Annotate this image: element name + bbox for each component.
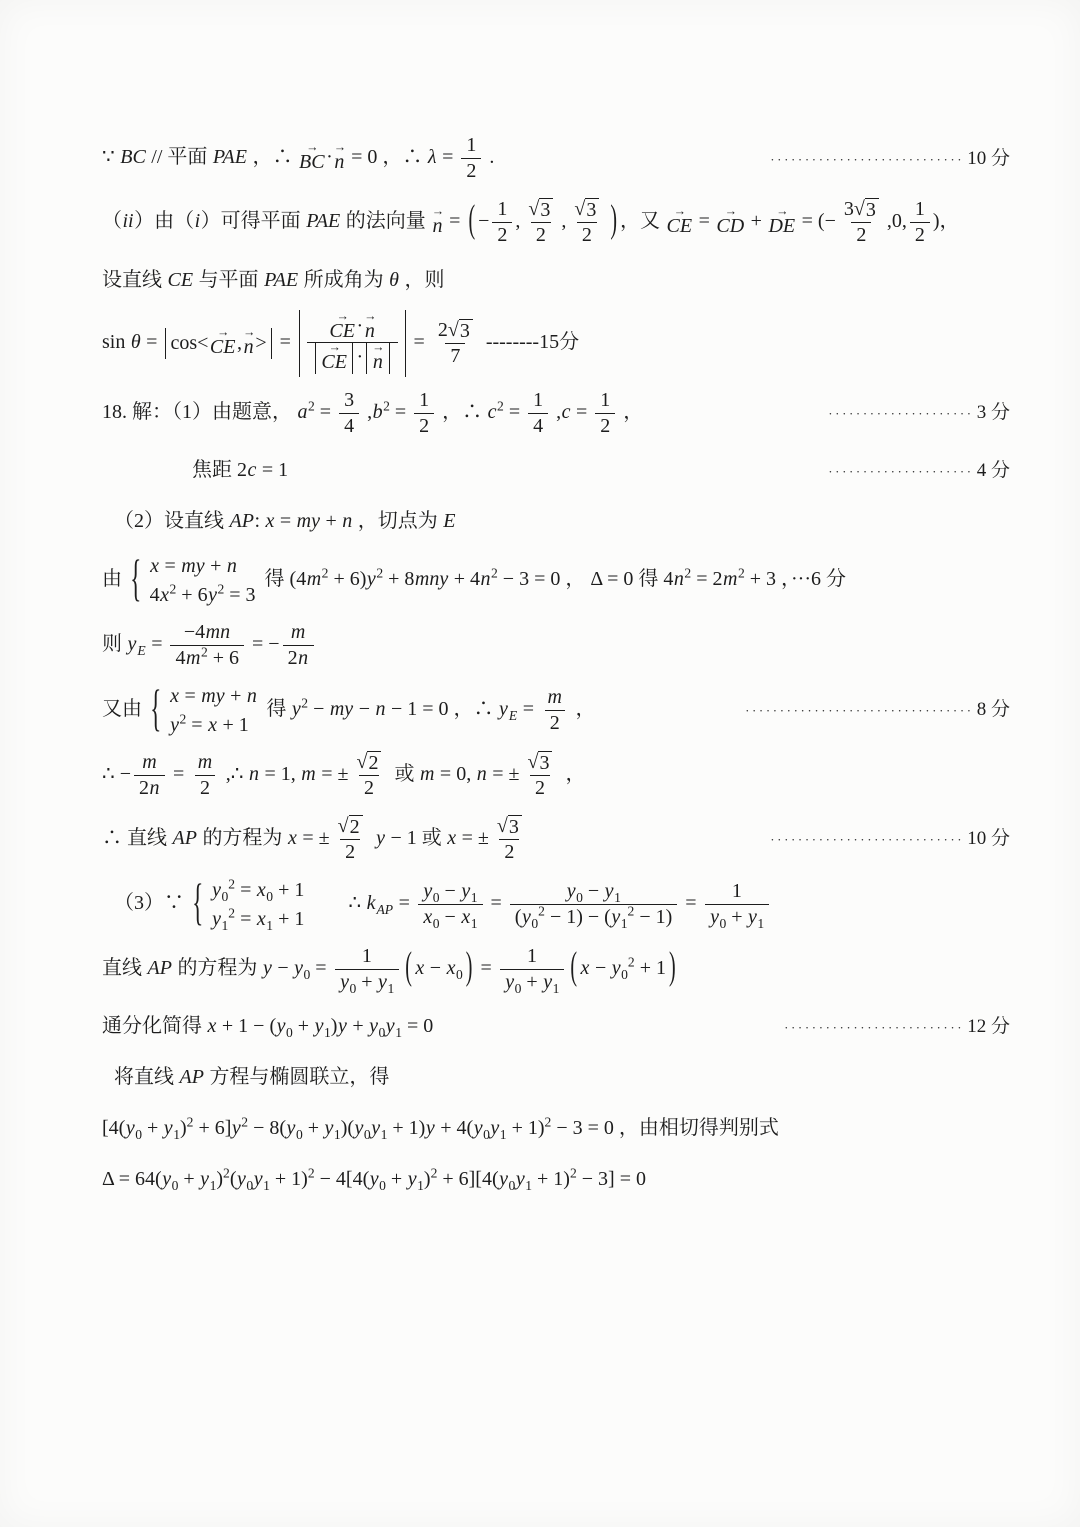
solution-line-4 <box>102 310 1010 377</box>
solution-line-8 <box>102 552 1010 609</box>
formula: （2）设直线 AP: x = my + n ，切点为 E <box>114 510 456 533</box>
formula: 直线 AP 的方程为 $y - y_0$ = $\frac{1}{y_0 + y_1}$ ( $x - x_0$ ) = $\frac{1}{y_0 + y_1}$ ( $x - y_0^2 + 1$ ) <box>102 944 676 996</box>
score-label: 12 分 <box>967 1015 1010 1037</box>
dotted-leader: ····················· <box>828 406 974 422</box>
score-leader <box>756 146 1010 172</box>
solution-line-7 <box>102 501 1010 543</box>
formula: 将直线 AP 方程与椭圆联立，得 <box>114 1066 390 1089</box>
score-leader <box>770 1014 1010 1040</box>
formula: 又由 { x = my + n $y^2 = x + 1$ 得 $y^2$ − my − n − 1 = 0 ，∴ $y_E$ = $\frac{m}{2}$ ， <box>102 680 596 737</box>
solution-line-13 <box>102 876 1010 933</box>
score-leader <box>814 400 1010 426</box>
formula: sin θ = cos< → CE , → n > = → CE · → n → CE · → n = 2 √ 3 7 --------15分 <box>102 310 579 377</box>
solution-line-15 <box>102 1006 1010 1048</box>
solution-line-18 <box>102 1159 1010 1201</box>
formula: ∵ BC // 平面 PAE ，∴ → BC · → n = 0 ，∴ λ = $\frac{1}{2}$ . <box>102 134 495 182</box>
solution-line-3 <box>102 259 1010 301</box>
formula: 18. 解：（1）由题意， $a^2$ = $\frac{3}{4}$ $,b^2$ = $\frac{1}{2}$ ，∴ $c^2$ = $\frac{1}{4}$ ,c = $\frac{1}{2}$ ， <box>102 388 644 437</box>
solution-line-5 <box>102 386 1010 441</box>
formula: $\Delta = 64(y_0 + y_1)^2(y_0y_1 + 1)^2 - 4[4(y_0 + y_1)^2 + 6][4(y_0y_1 + 1)^2 - 3] = 0$ <box>102 1165 646 1194</box>
formula: $[4(y_0 + y_1)^2 + 6]y^2 - 8(y_0 + y_1)(y_0y_1 + 1)y + 4(y_0y_1 + 1)^2 - 3 = 0$ ，由相切得判别式 <box>102 1114 779 1143</box>
score-leader <box>814 458 1010 484</box>
dotted-leader: ···························· <box>770 832 965 848</box>
solution-line-2 <box>102 195 1010 250</box>
solution-line-16 <box>102 1057 1010 1099</box>
score-label: 3 分 <box>976 402 1010 424</box>
dotted-leader: ································· <box>745 703 974 719</box>
formula: 通分化简得 $x + 1 - (y_0 + y_1)y + y_0y_1 = 0$ <box>102 1015 434 1041</box>
solution-line-9 <box>102 618 1010 673</box>
solution-line-10 <box>102 682 1010 739</box>
score-leader <box>731 697 1010 723</box>
solution-line-11 <box>102 748 1010 803</box>
solution-line-14 <box>102 942 1010 997</box>
solution-line-1 <box>102 131 1010 186</box>
score-label: 4 分 <box>976 459 1010 481</box>
solution-line-17 <box>102 1108 1010 1150</box>
formula: 设直线 CE 与平面 PAE 所成角为 θ ，则 <box>102 268 445 291</box>
solution-line-6 <box>102 450 1010 492</box>
score-leader <box>756 826 1010 852</box>
dotted-leader: ····················· <box>828 463 974 479</box>
dotted-leader: ···························· <box>770 151 965 167</box>
score-label: 8 分 <box>976 699 1010 721</box>
formula: 则 $y_E$ = $\frac{-4mn}{4m^2 + 6}$ = − $\frac{m}{2n}$ <box>102 618 317 673</box>
formula: 焦距 2c = 1 <box>192 459 289 482</box>
solution-line-12 <box>102 812 1010 867</box>
formula: ∴ − $\frac{m}{2n}$ = $\frac{m}{2}$ ,∴ n = 1, m = ± √ 2 2 或 m = 0, n = ± √ 3 2 ， <box>102 750 586 799</box>
formula: 由 { x = my + n $4x^2 + 6y^2 = 3$ 得 $(4m^2 + 6)y^2 + 8mny + 4n^2 - 3 = 0$ ， Δ = 0 得 $4n^2 = 2m^2 + 3$ ，···6 分 <box>102 550 846 607</box>
score-label: 10 分 <box>967 147 1010 169</box>
score-label: 10 分 <box>967 828 1010 850</box>
dotted-leader: ·························· <box>784 1019 965 1035</box>
formula: （3）∵ { $y_0^2 = x_0 + 1$ $y_1^2 = x_1 + 1$ ∴ $k_{AP}$ = $\frac{y_0 - y_1}{x_0 - x_1}$ = $\frac{y_0 - y_1}{(y_0^2 - 1) - (y_1^2 - 1)}$ = $\frac{1}{y_0 + y_1}$ <box>114 876 772 933</box>
formula: ∴ 直线 AP 的方程为 x = ± √ 2 2 y − 1 或 x = ± √ 3 2 <box>102 812 530 867</box>
formula: （ii）由（i）可得平面 PAE 的法向量 → n = ( − $\frac{1}{2}$ , √ 3 2 , √ 3 2 ) ，又 → CE = → CD + → DE = (− 3 √ 3 2 ,0, $\frac{1}{2}$ )， <box>102 198 960 246</box>
